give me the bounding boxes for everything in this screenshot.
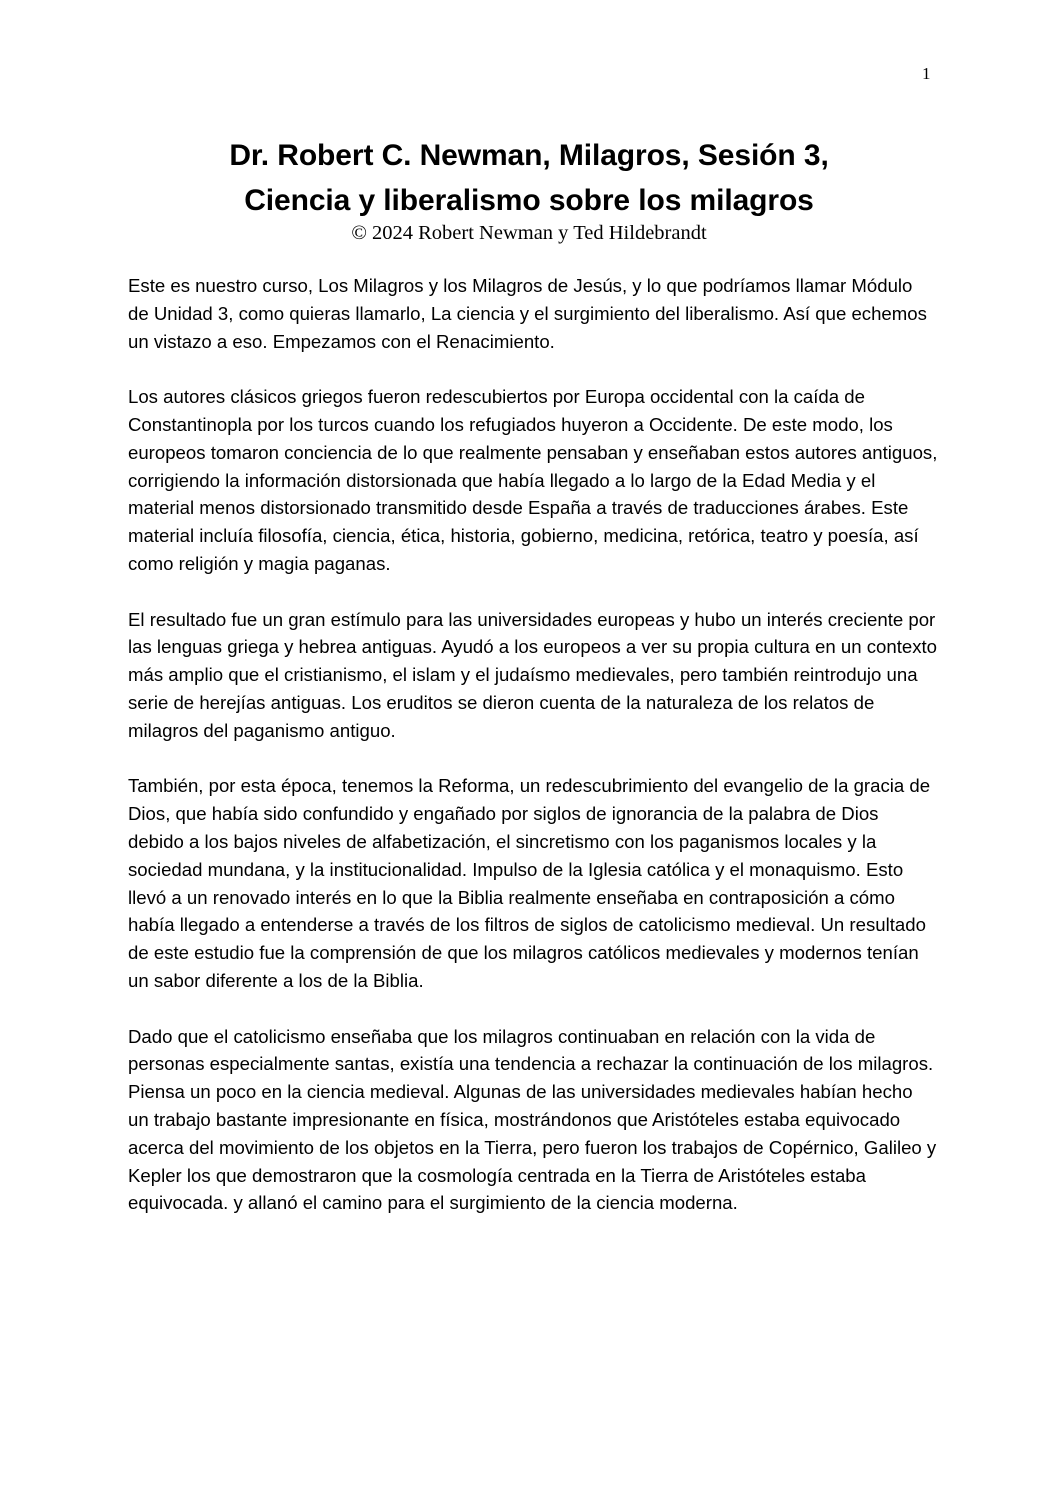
- document-body: [128, 272, 938, 1245]
- page-number: 1: [922, 64, 931, 83]
- paragraph-3: El resultado fue un gran estímulo para las universidades europeas y hubo un interés creciente por las lenguas griega y hebrea antiguas. Ayudó a los europeos a ver su propia cultura en un contexto más amplio que el cristianismo, el islam y el judaísmo medievales, pero también reintrodujo una serie de herejías antiguas. Los eruditos se dieron cuenta de la naturaleza de los relatos de milagros del paganismo antiguo.: [128, 608, 938, 741]
- paragraph-1: Este es nuestro curso, Los Milagros y los Milagros de Jesús, y lo que podríamos llamar Módulo de Unidad 3, como quieras llamarlo, La ciencia y el surgimiento del liberalismo. Así que echemos un vistazo a eso. Empezamos con el Renacimiento.: [128, 275, 927, 352]
- paragraph-5: Dado que el catolicismo enseñaba que los milagros continuaban en relación con la vida de personas especialmente santas, existía una tendencia a rechazar la continuación de los milagros. Piensa un poco en la ciencia medieval. Algunas de las universidades medievales habían hecho un trabajo bastante impresionante en física, mostrándonos que Aristóteles estaba equivocado acerca del movimiento de los objetos en la Tierra, pero fueron los trabajos de Copérnico, Galileo y Kepler los que demostraron que la cosmología centrada en la Tierra de Aristóteles estaba equivocada. y allanó el camino para el surgimiento de la ciencia moderna.: [128, 1025, 937, 1214]
- paragraph-2: Los autores clásicos griegos fueron redescubiertos por Europa occidental con la caída de Constantinopla por los turcos cuando los refugiados huyeron a Occidente. De este modo, los europeos tomaron conciencia de lo que realmente pensaban y enseñaban estos autores antiguos, corrigiendo la información distorsionada que había llegado a lo largo de la Edad Media y el material menos distorsionado transmitido desde España a través de traducciones árabes. Este material incluía filosofía, ciencia, ética, historia, gobierno, medicina, retórica, teatro y poesía, así como religión y magia paganas.: [128, 386, 938, 574]
- document-header: [120, 133, 938, 245]
- paragraph-4: También, por esta época, tenemos la Reforma, un redescubrimiento del evangelio de la gracia de Dios, que había sido confundido y engañado por siglos de ignorancia de la palabra de Dios debido a los bajos niveles de alfabetización, el sincretismo con los paganismos locales y la sociedad mundana, y la institucionalidad. Impulso de la Iglesia católica y el monaquismo. Esto llevó a un renovado interés en lo que la Biblia realmente enseñaba en contraposición a cómo había llegado a entenderse a través de los filtros de siglos de catolicismo medieval. Un resultado de este estudio fue la comprensión de que los milagros católicos medievales y modernos tenían un sabor diferente a los de la Biblia.: [128, 775, 931, 991]
- title-line-1: Dr. Robert C. Newman, Milagros, Sesión 3,: [229, 139, 829, 172]
- copyright-line: © 2024 Robert Newman y Ted Hildebrandt: [351, 222, 707, 244]
- title-line-2: Ciencia y liberalismo sobre los milagros: [244, 184, 814, 217]
